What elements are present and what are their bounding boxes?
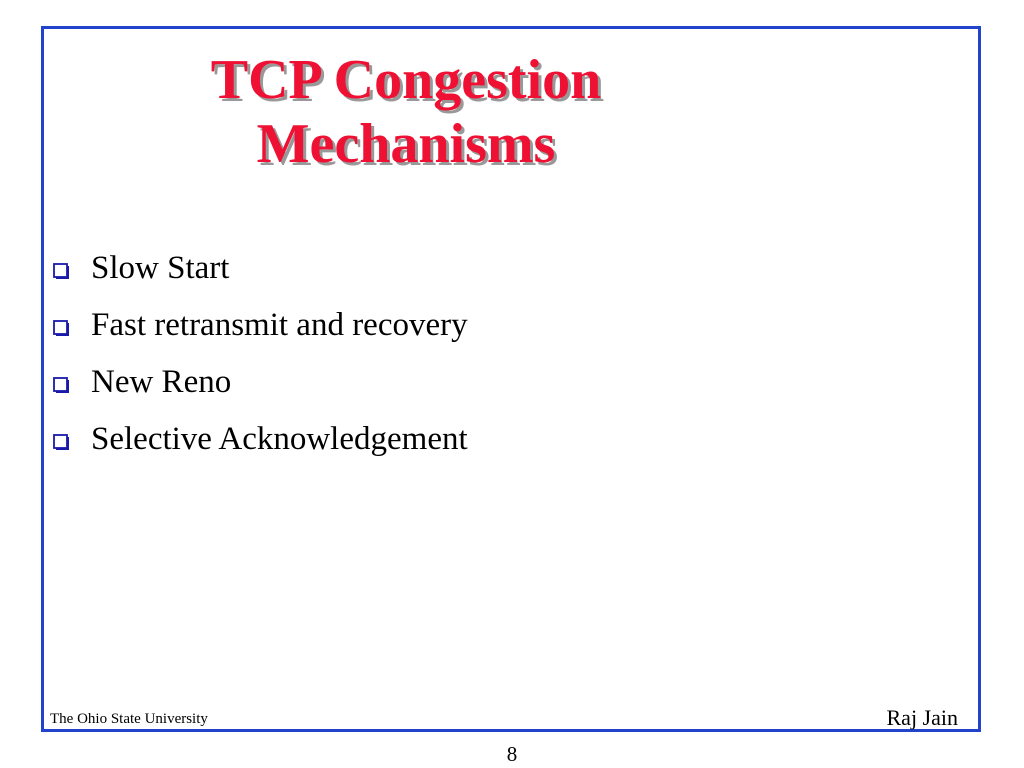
square-bullet-icon [53,434,70,451]
slide-title [0,48,812,176]
square-bullet-icon [53,320,70,337]
slide-title-line-1: TCP Congestion [210,49,602,111]
square-bullet-icon [53,263,70,280]
bullet-text: Fast retransmit and recovery [91,307,468,343]
bullet-item [53,411,468,468]
page-number: 8 [506,742,518,766]
slide-title-line-2: Mechanisms [256,113,556,175]
bullet-list [53,240,468,468]
footer-author: Raj Jain [886,705,958,730]
bullet-item [53,354,468,411]
square-bullet-icon [53,377,70,394]
bullet-text: Selective Acknowledgement [91,421,468,457]
bullet-item [53,297,468,354]
bullet-text: New Reno [91,364,232,400]
footer-institution: The Ohio State University [50,711,208,727]
bullet-text: Slow Start [91,250,230,286]
bullet-item [53,240,468,297]
